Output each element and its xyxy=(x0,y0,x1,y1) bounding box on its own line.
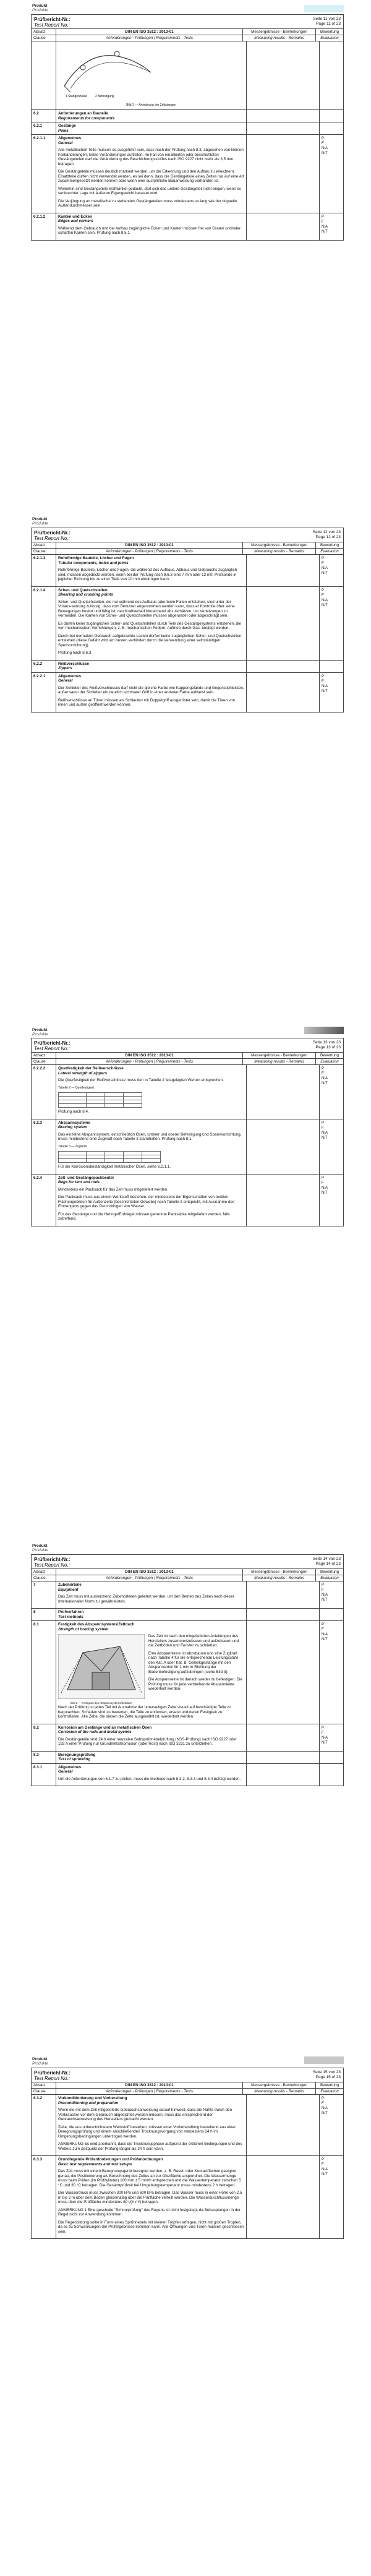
report-body: 6.2.2.2 Querfestigkeit der Reißverschlüsse Lateral strength of zippers Die Querfestigkeit der Reißverschlüsse muss den in Tabelle 2 festgelegten Werten entsprechen. Tabelle 2 — Querfestigkeit Prüfung nach 8.4. P F N/A N/T 6.2.3 Abspannsysteme Bracing system Das einzelne Abspannsystem, einschließlich Ösen, unterer und oberer Befestigung und Spannvorrichtung, muss mindestens eine Zugkraft nach Tabelle 3 standhalten. Prüfung nach 8.1. Tabelle 3 — Zugkraft Für die Korrosionsbeständigkeit metallischer Ösen, siehe 6.2.1.1. P F N/A N/T 6.2.4 Zelt- und Gestängepackbeutel Bags for tent and rods Mindestens ein Packsack für das Zelt muss mitgeliefert werden. Der Packsack muss aus einem Werkstoff bestehen, der mindestens der Eigenschaften von textilen Flächengebilden für Außenzelte (beschichteten Gewebe) nach Tabelle 2 entspricht, mit Ausnahme des Eintrengens gegen das Durchdringen von Wasser. Für das Gestänge und die Heringe/Erdnägel müssen getrennte Packsäcke mitgeliefert werden, falls zutreffend. P F N/A N/T xyxy=(31,1064,344,1226)
report-header: Prüfbericht-Nr.: Test Report No.: Seite 14 von 23 Page 14 of 23 Absatz DIN EN ISO 3512 : 2013-01 Messergebnisse - Bemerkungen Bewertung Clause Anforderungen - Prüfungen | Requirements - Tests Measuring results - Remarks Evaluation xyxy=(31,1554,344,1581)
report-header: Prüfbericht-Nr.: Test Report No.: Seite 13 von 23 Page 13 of 23 Absatz DIN EN ISO 3512 : 2013-01 Messergebnisse - Bemerkungen Bewertung Clause Anforderungen - Prüfungen | Requirements - Tests Measuring results - Remarks Evaluation xyxy=(31,1038,344,1065)
color-swatch xyxy=(304,5,344,12)
figure-bracing xyxy=(58,1634,145,1705)
zipper-strength-table xyxy=(58,1092,142,1108)
produkt-label: Produkt Produkte xyxy=(32,517,49,526)
figure-caption: Bild 1 — Anordnung der Zeltstangen xyxy=(126,103,176,107)
produkt-label: Produkt Produkte xyxy=(32,4,49,12)
bracing-force-table xyxy=(58,1151,161,1163)
report-header: Prüfbericht-Nr.: Test Report No.: Seite 15 von 23 Page 15 of 23 Absatz DIN EN ISO 3512 : 2013-01 Messergebnisse - Bemerkungen Bewertung Clause Anforderungen - Prüfungen | Requirements - Tests Measuring results - Remarks Evaluation xyxy=(31,2068,344,2095)
figure-caption: Bild 2 — Festigkeit des Abspannsystems/Zeltdach xyxy=(70,1701,132,1705)
report-body: 8.3.2 Vorkonditionierung und Vorbereitung Preconditioning and preparation Wenn die mit dem Zelt mitgelieferte Gebrauchsanweisung darauf hinweist, dass die Nähte durch den Verbraucher vor dem Gebrauch abgedichtet werden müssen, muss das entsprechend der Gebrauchsanweisung des Herstellers gemacht werden. Zelte, die aus unbeschichtetem Werkstoff bestehen, müssen einer Vorbehandlung bestehend aus einer Beregnungsprüfung und einem anschließenden Trocknungsvorgang von mindestens 24 h im Umgebungsbedingungen unterzogen werden. ANMERKUNG Es wird anerkannt, dass die Trocknungsphase aufgrund der örtlichen Bedingungen und des Wetters zum Zeitpunkt der Prüfung länger als 24 h sein kann. P F N/A N/T 8.3.3 Grundlegende Prüfanforderungen und Prüfanordnungen Basic test requirements and test setups Das Zelt muss mit einem Beregnungsgerät beregnet werden, z. B. Rasen oder Kontaktflächen geeignet genau, die Positionierung als Berechnung des Zeltes an zur Oberfläche angeordnet. Die Wassermenge muss beim Prüfen (im Prüfzylinder) 100 mm ± 5 mm/h entsprechen und die Wassertemperatur zwischen 5 °C und 30 °C betragen. Die Gesamtprüfzeit bei Umgebungstemperatur muss mindestens 2 h betragen. Der Wasserdruck muss zwischen 300 kPa und 600 kPa betragen. Das Wasser muss in einer Höhe von 2,5 m bis 3 m über dem Boden gleichmäßig über die Prüffläche verteilt werden. Die Wasserdurchflussmenge muss über die Prüffläche mindestens 60 l/(h·m²) betragen. ANMERKUNG 1 Eine geschulte "Schnurprüfung" des Regens ist nicht festgelegt, da Behauptungen in der Regel nicht zur Anwendung kommen. Die Regenbildung sollte in Form eines Sprühnebels mit kleinen Tropfen erfolgen, nicht mit großen Tropfen, da es zu Schwankungen der Prüfergebnisse kommen kann. Alle Öffnungen und Türen müssen geschlossen sein. P F N/A N/T xyxy=(31,2094,344,2239)
tent-bracing-diagram xyxy=(58,1634,145,1699)
produkt-label: Produkt Produkte xyxy=(32,1028,49,1037)
report-header: Prüfbericht-Nr.: Test Report No.: Seite 11 von 23 Page 11 of 23 Absatz DIN EN ISO 3512 : 2013-01 Messergebnisse - Bemerkungen Bewertung Clause Anforderungen - Prüfungen | Requirements - Tests Measuring results - Remarks Evaluation xyxy=(31,14,344,41)
figure-tent-rods xyxy=(56,41,247,109)
tent-rod-diagram xyxy=(58,43,163,101)
produkt-label: Produkt Produkte xyxy=(32,2057,49,2066)
produkt-label: Produkt Produkte xyxy=(32,1544,49,1552)
color-swatch xyxy=(304,2056,344,2064)
report-body: 7 Zubehörteile Equipment Das Zelt muss mit ausreichend Zubehörteilen geliefert werden, um den Betrieb des Zeltes nach dieser Internationalen Norm zu gewährleisten. P F N/A N/T 8 Prüfverfahren Test methods 8.1 Festigkeit des Abspannsystems/Zeltdach Strength of bracing system Bild 2 — Festigkeit des Abspannsystems/Zeltdach Das Zelt ist nach den mitgelieferten Anleitungen des Herstellers zusammenzubauen und aufzubauen und die Zeltböden und Fenster zu schließen. Eine Abspannleine ist abzubauen und eine Zugkraft nach Tabelle 4 für die entsprechende Leistungsstufe des Kat. A oder Kat. B. Gelenkgestänge mit den Abspannstrick für 1 min in Richtung der Bodenbefestigung aufzubringen (siehe Bild 3). Die Abspannleine ist danach wieder zu befestigen. Die Prüfung muss für jede verbleibende Abspannleine wiederholt werden. Nach der Prüfung ist jedes Teil mit Ausnahme der unterseitigen Zelte visuell auf beschädigte Teile zu begutachten, Schäden sind zu bewerten, die Teile zu entfernen, ersetzt und deren Festigkeit zu kontrollieren. Alle Zelte, die diesen die Zelte ausgewählt ist, wiederholt werden. P F N/A N/T 8.2 Korrosion am Gestänge und an metallischen Ösen Corrosion of the rods and metal eyelets Die Gestängeteile sind 24 h einer neutralen Salzsprühnebelprüfung (NSS-Prüfung) nach ISO 9227 oder 192 h einer Prüfung nur Grundmetallkorrosion (oder Rost) nach ISO 3231 zu unterziehen. P F N/A N/T 8.3 Beregnungsprüfung Test of sprinkling 8.3.1 Allgemeines General Um die Anforderungen von 6.1.7 zu prüfen, muss die Methode nach 8.3.2, 8.3.3 und 8.3.4 befolgt werden. xyxy=(31,1581,344,1786)
color-swatch xyxy=(304,1027,344,1034)
report-header: Prüfbericht-Nr.: Test Report No.: Seite 12 von 23 Page 12 of 23 Absatz DIN EN ISO 3512 : 2013-01 Messergebnisse - Bemerkungen Bewertung Clause Anforderungen - Prüfungen | Requirements - Tests Measuring results - Remarks Evaluation xyxy=(31,528,344,555)
svg-text:1 Stangenhülse: 1 Stangenhülse xyxy=(66,95,87,98)
report-body: 6.2.1.3 Rohrförmige Bauteile, Löcher und Fugen Tubular components, holes and joints Rohrförmige Bauteile, Löcher und Fugen, die während des Aufbaus, Abbaus und Gebrauchs zugänglich sind, müssen abgedeckt werden, wenn bei der Prüfung nach 8.6.3 eine 7 mm oder 12 mm Prüfsonde in jeglicher Richtung bis zu einer Tiefe von 10 mm eindringen kann. P F N/A N/T 6.2.1.4 Scher- und Quetschstellen Shearing and crushing points Scher- und Quetschstellen, die nur während des Aufbaus oder beim Falten entstehen, sind unter der Voraus-setzung zulässig, dass vom Benutzer angenommen werden kann, dass er Kontrolle über seine Bewegungen besitzt und fähig ist, den Kraftverlauf hinreichend abzuschätzen, um Verletzungen zu vermeiden. Die Kanten von Scher- und Quetschstellen müssen abgerundet oder abgeschrägt sein. Es dürfen keine zugänglichen Scher- und Quetschstellen durch Teile des Gestängesystems entstehen, die von mechanischen Vorrichtungen, z. B. mechanischen Federn, Auftrieb durch Gas, betätigt werden. Durch bei normalem Gebrauch aufgebrachte Lasten dürfen keine zugänglichen Scher- und Quetschstellen entstehen (diese Gefahr wird am besten verhindert durch die Verwendung einer selbständigen Sperrvorrichtung). Prüfung nach 8.6.3. P F N/A N/T 6.2.2 Reißverschlüsse Zippers 6.2.2.1 Allgemeines General Der Schieber des Reißverschlusses darf nicht die gleiche Farbe wie Kappengelände und Gegenstichleisten, außer wenn der Schieber ein deutlich sichtbarer Griff in einer anderen Farbe aufweist sein. Reißverschlüsse an Türen müssen als Schlaufen mit Doppelgriff ausgerüstet sein, damit die Türen von innen und außen geöffnet werden können. P F N/A N/T xyxy=(31,554,344,712)
report-body: 1 Stangenhülse 2 Befestigung Bild 1 — Anordnung der Zeltstangen 6.2 Anforderungen an Bauteile Requirements for components 6.2.1 Gestänge Poles 6.2.1.1 Allgemeines General Alle metallischen Teile müssen so ausgeführt sein, dass nach der Prüfung nach 8.3, abgesehen von kleinen Farbänderungen, keine Veränderungen auftreten. Im Fall von emaillierten oder beschichteten Gestängeteilen darf die Veränderung des Beschichtungsstoffes nach ISO 9227 nicht mehr als 3,5 mm betragen. Die Gestängeteile müssen deutlich markiert werden, um die Erkennung und den Aufbau zu erleichtern. Ersatzteile dürfen nicht verwendet werden, es sei denn, dass die Gestängeteile eines Zeltes nur auf eine Art zusammengesetzt werden können oder wenn eine ausführliche Bauanweisung vorhanden ist. Weiterhin sind Gestängeteile kraftwinkel gedacht, darf sich das unitere Gestängeteil nicht biegen, wenn es senkrechter Lage mit äußeren Eigengewicht belastet wird. Die Verjüngung an metallische zu stehenden Gestängeteilen muss mindestens so lang wie der doppelte Außendurchmesser sein. P F N/A N/T 6.2.1.2 Kanten und Ecken Edges and corners Während dem Gebrauch und bei Aufbau zugängliche Ecken und Kanten müssen frei von Graten und/oder scharfen Kanten sein. Prüfung nach 8.5.1. P F N/A N/T xyxy=(31,41,344,241)
svg-text:2 Befestigung: 2 Befestigung xyxy=(95,95,114,98)
